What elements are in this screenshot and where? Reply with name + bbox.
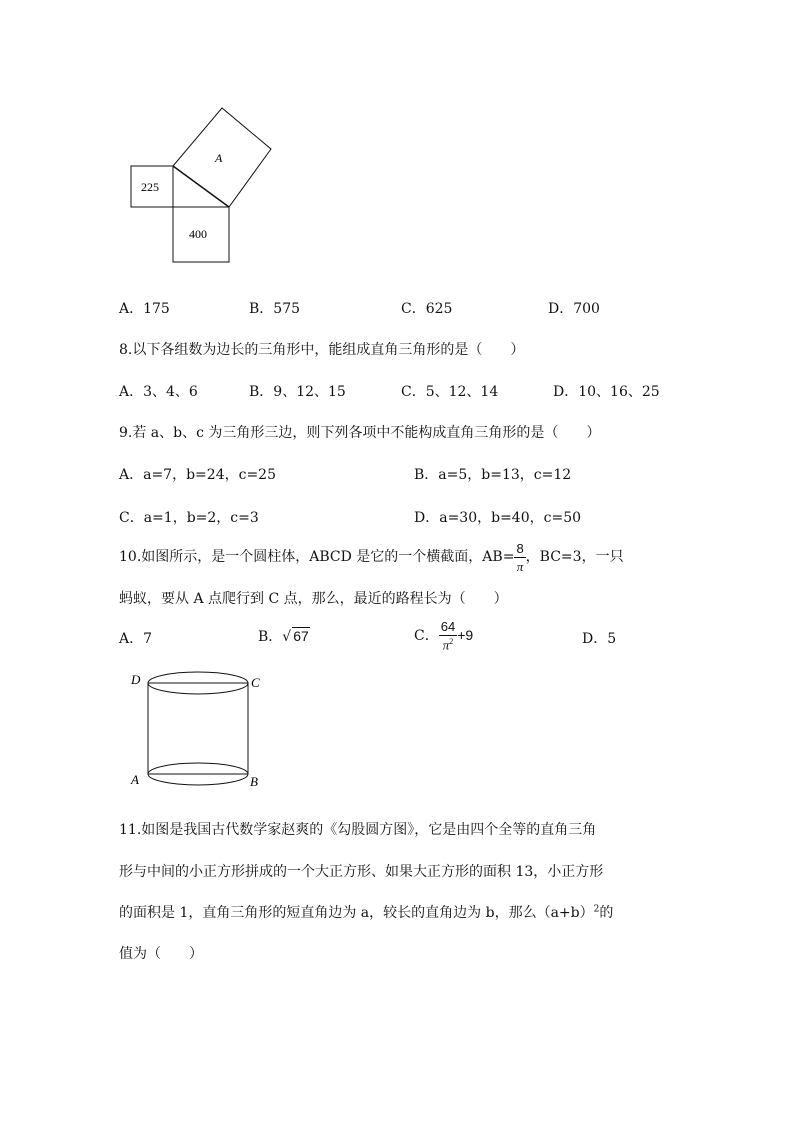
q10-ab-numerator: 8 — [516, 540, 524, 556]
q10-option-b-radicand: 67 — [293, 628, 309, 644]
q10-option-c-suffix: +9 — [457, 627, 474, 643]
q8-stem: 8.以下各组数为边长的三角形中，能组成直角三角形的是（ ） — [119, 342, 525, 358]
q11-line3-part1: 的面积是 1，直角三角形的短直角边为 a，较长的直角边为 b，那么（a+b） — [119, 905, 594, 921]
q7-option-c[interactable]: C．625 — [401, 301, 453, 317]
q10-stem-part1: 10.如图所示，是一个圆柱体，ABCD 是它的一个横截面，AB= — [119, 549, 515, 565]
cylinder-label-c: C — [251, 675, 260, 690]
cylinder-label-b: B — [250, 774, 258, 789]
square-a-label: A — [215, 151, 223, 165]
q10-option-c-fraction — [439, 620, 457, 651]
triangle-hypotenuse — [173, 166, 229, 207]
q8-option-a[interactable]: A．3、4、6 — [119, 384, 198, 400]
pythagoras-squares-figure — [125, 100, 285, 270]
q10-option-c-numerator: 64 — [440, 619, 456, 635]
q9-option-c[interactable]: C．a=1，b=2，c=3 — [119, 510, 259, 526]
q8-option-c[interactable]: C．5、12、14 — [401, 384, 499, 400]
cylinder-label-a: A — [131, 772, 139, 787]
q9-stem: 9.若 a、b、c 为三角形三边，则下列各项中不能构成直角三角形的是（ ） — [119, 425, 601, 441]
q11-line1: 11.如图是我国古代数学家赵爽的《勾股圆方图》，它是由四个全等的直角三角 — [119, 822, 597, 838]
q9-option-d[interactable]: D．a=30，b=40，c=50 — [414, 510, 582, 526]
q10-option-b-prefix: B． — [258, 629, 283, 645]
q9-option-a[interactable]: A．a=7，b=24，c=25 — [119, 467, 276, 483]
q8-option-d[interactable]: D．10、16、25 — [553, 384, 660, 400]
q11-line4: 值为（ ） — [119, 946, 203, 962]
q7-option-a[interactable]: A．175 — [119, 301, 170, 317]
q11-line3-part2: 的 — [599, 905, 614, 921]
cylinder-label-d: D — [131, 672, 141, 687]
q10-stem-part2: ，BC=3，一只 — [525, 549, 624, 565]
q10-ab-fraction — [514, 542, 525, 573]
q10-option-b[interactable] — [258, 626, 310, 646]
q10-ab-denominator: π — [516, 558, 524, 574]
square-400-label: 400 — [189, 227, 207, 241]
q10-stem-line1 — [119, 540, 624, 574]
q9-option-b[interactable]: B．a=5，b=13，c=12 — [414, 467, 572, 483]
q10-option-a[interactable]: A．7 — [119, 631, 153, 647]
radical-sign-icon: √ — [282, 629, 292, 645]
q11-line2: 形与中间的小正方形拼成的一个大正方形、如果大正方形的面积 13，小正方形 — [119, 864, 604, 880]
q11-exponent: 2 — [593, 904, 600, 915]
q7-option-b[interactable]: B．575 — [249, 301, 301, 317]
q10-option-c-prefix: C． — [414, 628, 439, 644]
cylinder-figure — [125, 664, 270, 794]
q10-option-c-den-exponent: 2 — [449, 637, 454, 647]
q10-stem-line2: 蚂蚁，要从 A 点爬行到 C 点，那么，最近的路程长为（ ） — [119, 591, 508, 607]
q10-option-d[interactable]: D．5 — [582, 631, 617, 647]
square-225-label: 225 — [141, 180, 159, 194]
q7-option-d[interactable]: D．700 — [548, 301, 600, 317]
q10-option-c-denominator — [439, 636, 457, 651]
q11-line3 — [119, 902, 613, 922]
q10-option-c-den-base: π — [442, 637, 450, 653]
q8-option-b[interactable]: B．9、12、15 — [249, 384, 346, 400]
q10-option-c[interactable] — [414, 617, 473, 654]
